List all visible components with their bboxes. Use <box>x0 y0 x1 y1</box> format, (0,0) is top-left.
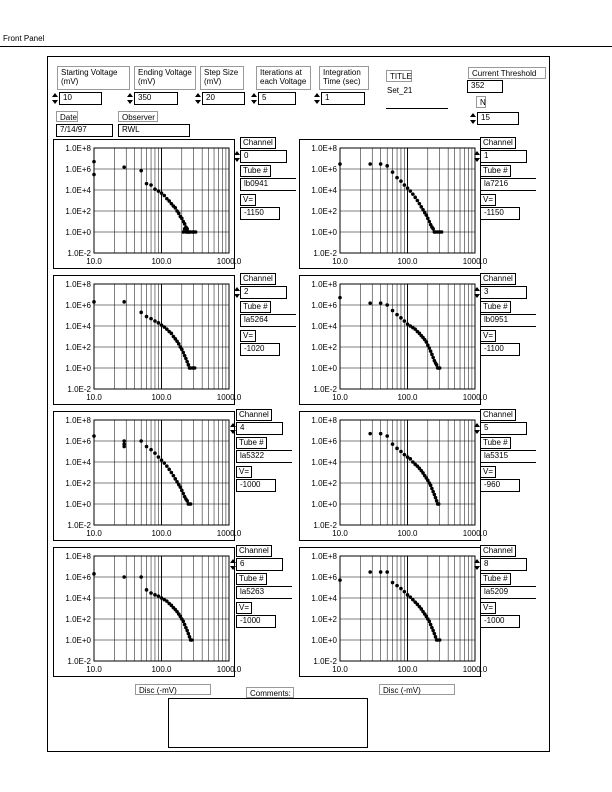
data-point <box>391 170 395 174</box>
data-point <box>408 457 412 461</box>
y-tick-label: 1.0E-2 <box>67 249 91 258</box>
y-tick-label: 1.0E-2 <box>313 385 337 394</box>
data-point <box>427 620 431 624</box>
data-point <box>170 471 174 475</box>
v-label-3: V= <box>480 330 496 342</box>
data-point <box>157 455 161 459</box>
data-point <box>185 499 189 503</box>
data-point <box>399 179 403 183</box>
chart-svg-2 <box>54 276 242 406</box>
y-tick-label: 1.0E+6 <box>65 301 91 310</box>
data-point <box>425 340 429 344</box>
data-point <box>403 590 407 594</box>
data-point <box>189 502 193 506</box>
data-point <box>185 629 189 633</box>
tube-label-2: Tube # <box>240 301 271 313</box>
data-point <box>92 434 96 438</box>
data-point <box>92 173 96 177</box>
current-threshold-value: 352 <box>467 80 503 93</box>
y-tick-label: 1.0E+2 <box>65 479 91 488</box>
starting-voltage-label: Starting Voltage (mV) <box>57 66 130 90</box>
title-underline <box>386 108 448 109</box>
x-tick-label: 10.0 <box>332 257 348 266</box>
y-tick-label: 1.0E+8 <box>65 280 91 289</box>
y-tick-label: 1.0E+4 <box>311 322 337 331</box>
data-point <box>187 363 191 367</box>
x-tick-label: 100.0 <box>397 393 418 402</box>
y-tick-label: 1.0E+8 <box>65 416 91 425</box>
y-tick-label: 1.0E+6 <box>311 301 337 310</box>
data-point <box>149 317 153 321</box>
data-point <box>179 485 183 489</box>
y-tick-label: 1.0E+4 <box>311 186 337 195</box>
x-tick-label: 10.0 <box>332 393 348 402</box>
channel-input-2[interactable]: 2 <box>240 286 287 299</box>
x-tick-label: 1000.0 <box>462 665 488 674</box>
y-tick-label: 1.0E+4 <box>65 594 91 603</box>
data-point <box>149 591 153 595</box>
tube-label-6: Tube # <box>236 573 267 585</box>
x-axis-label-left: Disc (-mV) <box>135 684 211 695</box>
data-point <box>395 176 399 180</box>
data-point <box>122 439 126 443</box>
starting-voltage-input[interactable]: 10 <box>59 92 102 105</box>
voltage-value-6: -1000 <box>236 615 276 628</box>
data-point <box>430 487 434 491</box>
tube-value-2[interactable]: la5264 <box>240 314 296 327</box>
x-tick-label: 10.0 <box>332 529 348 538</box>
y-tick-label: 1.0E+6 <box>65 573 91 582</box>
v-label-2: V= <box>240 330 256 342</box>
voltage-value-8: -1000 <box>480 615 520 628</box>
voltage-value-1: -1150 <box>480 207 520 220</box>
tube-value-0[interactable]: lb0941 <box>240 178 296 191</box>
channel-input-8[interactable]: 8 <box>480 558 527 571</box>
channel-input-4[interactable]: 4 <box>236 422 283 435</box>
data-point <box>408 189 412 193</box>
tube-label-3: Tube # <box>480 301 511 313</box>
tube-label-8: Tube # <box>480 573 511 585</box>
channel-label-0: Channel <box>240 137 276 149</box>
channel-label-6: Channel <box>236 545 272 557</box>
channel-input-0[interactable]: 0 <box>240 150 287 163</box>
y-tick-label: 1.0E+6 <box>311 437 337 446</box>
y-tick-label: 1.0E+4 <box>311 458 337 467</box>
x-tick-label: 100.0 <box>151 529 172 538</box>
channel-label-3: Channel <box>480 273 516 285</box>
data-point <box>153 187 157 191</box>
data-point <box>399 587 403 591</box>
data-point <box>92 572 96 576</box>
y-tick-label: 1.0E-2 <box>67 385 91 394</box>
y-tick-label: 1.0E+2 <box>65 207 91 216</box>
data-point <box>145 182 149 186</box>
data-point <box>187 632 191 636</box>
data-point <box>368 570 372 574</box>
data-point <box>184 357 188 361</box>
title-value[interactable]: Set_21 <box>387 86 413 95</box>
starting-voltage-spinner[interactable] <box>52 92 58 105</box>
y-tick-label: 1.0E+8 <box>311 416 337 425</box>
data-point <box>433 493 437 497</box>
y-tick-label: 1.0E+6 <box>65 165 91 174</box>
ending-voltage-label: Ending Voltage (mV) <box>134 66 196 90</box>
chart-panel-6 <box>53 547 242 677</box>
y-tick-label: 1.0E+8 <box>311 552 337 561</box>
data-point <box>403 453 407 457</box>
data-point <box>434 496 438 500</box>
data-point <box>190 638 194 642</box>
y-tick-label: 1.0E+4 <box>65 458 91 467</box>
y-tick-label: 1.0E+0 <box>311 228 337 237</box>
channel-label-8: Channel <box>480 545 516 557</box>
data-point <box>338 162 342 166</box>
v-label-4: V= <box>236 466 252 478</box>
comments-textarea[interactable] <box>168 698 368 748</box>
data-point <box>411 192 415 196</box>
y-tick-label: 1.0E+2 <box>311 615 337 624</box>
data-point <box>427 220 431 224</box>
chart-svg-8 <box>300 548 488 678</box>
y-tick-label: 1.0E+6 <box>311 165 337 174</box>
data-point <box>153 593 157 597</box>
channel-label-2: Channel <box>240 273 276 285</box>
data-point <box>418 202 422 206</box>
integration-time-input[interactable]: 1 <box>321 92 365 105</box>
data-point <box>183 623 187 627</box>
data-point <box>183 222 187 226</box>
y-tick-label: 1.0E-2 <box>67 521 91 530</box>
data-point <box>145 445 149 449</box>
x-tick-label: 10.0 <box>86 393 102 402</box>
data-point <box>391 442 395 446</box>
data-point <box>431 629 435 633</box>
data-point <box>173 206 177 210</box>
data-point <box>180 489 184 493</box>
comments-label: Comments: <box>246 687 294 698</box>
x-tick-label: 100.0 <box>151 665 172 674</box>
data-point <box>170 332 174 336</box>
y-tick-label: 1.0E+0 <box>311 636 337 645</box>
data-point <box>416 199 420 203</box>
observer-input[interactable]: RWL <box>118 124 190 137</box>
data-point <box>368 162 372 166</box>
data-point <box>139 575 143 579</box>
data-point <box>122 445 126 449</box>
x-tick-label: 1000.0 <box>216 665 242 674</box>
channel-input-1[interactable]: 1 <box>480 150 527 163</box>
voltage-value-3: -1100 <box>480 343 520 356</box>
chart-panel-8 <box>299 547 488 677</box>
x-tick-label: 1000.0 <box>216 257 242 266</box>
data-point <box>167 468 171 472</box>
data-point <box>399 450 403 454</box>
chart-panel-0 <box>53 139 242 269</box>
data-point <box>157 189 161 193</box>
title-divider <box>0 46 612 47</box>
data-point <box>395 313 399 317</box>
data-point <box>122 165 126 169</box>
y-tick-label: 1.0E+6 <box>65 437 91 446</box>
data-point <box>187 230 191 234</box>
y-tick-label: 1.0E+6 <box>311 573 337 582</box>
title-label: TITLE <box>386 70 412 82</box>
data-point <box>403 183 407 187</box>
data-point <box>438 638 442 642</box>
x-tick-label: 1000.0 <box>462 393 488 402</box>
n-input[interactable]: 15 <box>477 112 519 125</box>
y-tick-label: 1.0E+8 <box>311 144 337 153</box>
y-tick-label: 1.0E+4 <box>311 594 337 603</box>
data-point <box>379 162 383 166</box>
x-tick-label: 100.0 <box>397 257 418 266</box>
y-tick-label: 1.0E+2 <box>311 479 337 488</box>
y-tick-label: 1.0E+0 <box>65 636 91 645</box>
data-point <box>180 217 184 221</box>
tube-label-5: Tube # <box>480 437 511 449</box>
data-point <box>431 227 435 231</box>
data-point <box>165 464 169 468</box>
y-tick-label: 1.0E+8 <box>65 552 91 561</box>
chart-panel-1 <box>299 139 488 269</box>
data-point <box>160 191 164 195</box>
tube-value-5[interactable]: la5315 <box>480 450 536 463</box>
data-point <box>437 502 441 506</box>
channel-input-3[interactable]: 3 <box>480 286 527 299</box>
data-point <box>180 348 184 352</box>
data-point <box>391 309 395 313</box>
data-point <box>162 194 166 198</box>
data-point <box>430 353 434 357</box>
channel-label-5: Channel <box>480 409 516 421</box>
x-tick-label: 10.0 <box>86 257 102 266</box>
integration-time-label: Integration Time (sec) <box>319 66 369 90</box>
data-point <box>385 570 389 574</box>
data-point <box>177 342 181 346</box>
tube-value-8[interactable]: la5209 <box>480 586 536 599</box>
iterations-spinner[interactable] <box>251 92 257 105</box>
voltage-value-4: -1000 <box>236 479 276 492</box>
tube-value-1[interactable]: la7216 <box>480 178 536 191</box>
step-size-input[interactable]: 20 <box>202 92 245 105</box>
data-point <box>435 363 439 367</box>
x-tick-label: 100.0 <box>151 257 172 266</box>
data-point <box>149 448 153 452</box>
data-point <box>160 458 164 462</box>
data-point <box>338 296 342 300</box>
x-tick-label: 100.0 <box>397 665 418 674</box>
x-tick-label: 100.0 <box>397 529 418 538</box>
data-point <box>431 356 435 360</box>
y-tick-label: 1.0E-2 <box>313 657 337 666</box>
chart-panel-5 <box>299 411 488 541</box>
current-threshold-label: Current Threshold <box>468 67 546 79</box>
chart-svg-4 <box>54 412 242 542</box>
data-point <box>153 319 157 323</box>
x-tick-label: 1000.0 <box>462 529 488 538</box>
tube-label-4: Tube # <box>236 437 267 449</box>
observer-label: Observer <box>118 111 158 122</box>
date-label: Date <box>56 111 78 122</box>
data-point <box>139 439 143 443</box>
data-point <box>145 315 149 319</box>
x-tick-label: 100.0 <box>151 393 172 402</box>
data-point <box>429 484 433 488</box>
voltage-value-5: -960 <box>480 479 520 492</box>
data-point <box>162 461 166 465</box>
data-point <box>385 434 389 438</box>
data-point <box>185 360 189 364</box>
y-tick-label: 1.0E-2 <box>313 249 337 258</box>
voltage-value-2: -1020 <box>240 343 280 356</box>
y-tick-label: 1.0E+0 <box>311 500 337 509</box>
data-point <box>399 316 403 320</box>
y-tick-label: 1.0E+2 <box>311 207 337 216</box>
data-point <box>426 217 430 221</box>
x-tick-label: 10.0 <box>332 665 348 674</box>
n-spinner[interactable] <box>470 112 476 125</box>
data-point <box>139 169 143 173</box>
data-point <box>172 474 176 478</box>
chart-svg-0 <box>54 140 242 270</box>
v-label-0: V= <box>240 194 256 206</box>
tube-value-3[interactable]: lb0951 <box>480 314 536 327</box>
data-point <box>391 581 395 585</box>
y-tick-label: 1.0E-2 <box>313 521 337 530</box>
x-tick-label: 1000.0 <box>216 393 242 402</box>
data-point <box>413 196 417 200</box>
tube-value-6[interactable]: la5263 <box>236 586 292 599</box>
channel-label-4: Channel <box>236 409 272 421</box>
tube-label-1: Tube # <box>480 165 511 177</box>
data-point <box>92 160 96 164</box>
data-point <box>427 346 431 350</box>
ending-voltage-input[interactable]: 350 <box>134 92 178 105</box>
y-tick-label: 1.0E+8 <box>65 144 91 153</box>
channel-input-5[interactable]: 5 <box>480 422 527 435</box>
data-point <box>181 351 185 355</box>
y-tick-label: 1.0E+2 <box>65 615 91 624</box>
tube-value-4[interactable]: la5322 <box>236 450 292 463</box>
voltage-value-0: -1150 <box>240 207 280 220</box>
data-point <box>193 366 197 370</box>
data-point <box>395 447 399 451</box>
data-point <box>395 584 399 588</box>
data-point <box>406 186 410 190</box>
data-point <box>157 321 161 325</box>
date-input[interactable]: 7/14/97 <box>56 124 113 137</box>
data-point <box>403 319 407 323</box>
v-label-8: V= <box>480 602 496 614</box>
integration-time-spinner[interactable] <box>314 92 320 105</box>
channel-label-1: Channel <box>480 137 516 149</box>
data-point <box>429 623 433 627</box>
chart-panel-4 <box>53 411 242 541</box>
data-point <box>157 594 161 598</box>
y-tick-label: 1.0E+8 <box>311 280 337 289</box>
data-point <box>177 212 181 216</box>
data-point <box>368 301 372 305</box>
data-point <box>92 300 96 304</box>
chart-panel-3 <box>299 275 488 405</box>
data-point <box>385 303 389 307</box>
data-point <box>433 632 437 636</box>
y-tick-label: 1.0E-2 <box>67 657 91 666</box>
y-tick-label: 1.0E+0 <box>65 228 91 237</box>
data-point <box>338 578 342 582</box>
data-point <box>429 349 433 353</box>
data-point <box>440 230 444 234</box>
data-point <box>188 635 192 639</box>
x-tick-label: 10.0 <box>86 529 102 538</box>
data-point <box>435 499 439 503</box>
iterations-label: Iterations at each Voltage <box>256 66 311 90</box>
data-point <box>181 492 185 496</box>
y-tick-label: 1.0E+0 <box>65 364 91 373</box>
ending-voltage-spinner[interactable] <box>127 92 133 105</box>
data-point <box>438 366 442 370</box>
v-label-5: V= <box>480 466 496 478</box>
data-point <box>385 164 389 168</box>
iterations-input[interactable]: 5 <box>258 92 296 105</box>
data-point <box>379 432 383 436</box>
y-tick-label: 1.0E+0 <box>311 364 337 373</box>
tube-label-0: Tube # <box>240 165 271 177</box>
data-point <box>149 183 153 187</box>
chart-svg-3 <box>300 276 488 406</box>
y-tick-label: 1.0E+0 <box>65 500 91 509</box>
y-tick-label: 1.0E+4 <box>65 186 91 195</box>
data-point <box>368 432 372 436</box>
data-point <box>425 213 429 217</box>
v-label-1: V= <box>480 194 496 206</box>
data-point <box>379 301 383 305</box>
front-panel-title: Front Panel <box>3 34 45 43</box>
step-size-spinner[interactable] <box>195 92 201 105</box>
v-label-6: V= <box>236 602 252 614</box>
data-point <box>406 593 410 597</box>
data-point <box>122 300 126 304</box>
chart-svg-5 <box>300 412 488 542</box>
x-tick-label: 10.0 <box>86 665 102 674</box>
chart-svg-1 <box>300 140 488 270</box>
y-tick-label: 1.0E+4 <box>65 322 91 331</box>
data-point <box>183 227 187 231</box>
data-point <box>181 620 185 624</box>
y-tick-label: 1.0E+2 <box>65 343 91 352</box>
x-tick-label: 1000.0 <box>216 529 242 538</box>
x-axis-label-right: Disc (-mV) <box>379 684 455 695</box>
data-point <box>194 230 198 234</box>
data-point <box>153 451 157 455</box>
data-point <box>139 311 143 315</box>
data-point <box>145 588 149 592</box>
chart-svg-6 <box>54 548 242 678</box>
data-point <box>122 575 126 579</box>
n-label: N <box>476 96 486 108</box>
y-tick-label: 1.0E+2 <box>311 343 337 352</box>
x-tick-label: 1000.0 <box>462 257 488 266</box>
data-point <box>434 635 438 639</box>
channel-input-6[interactable]: 6 <box>236 558 283 571</box>
step-size-label: Step Size (mV) <box>200 66 244 90</box>
data-point <box>379 570 383 574</box>
chart-panel-2 <box>53 275 242 405</box>
